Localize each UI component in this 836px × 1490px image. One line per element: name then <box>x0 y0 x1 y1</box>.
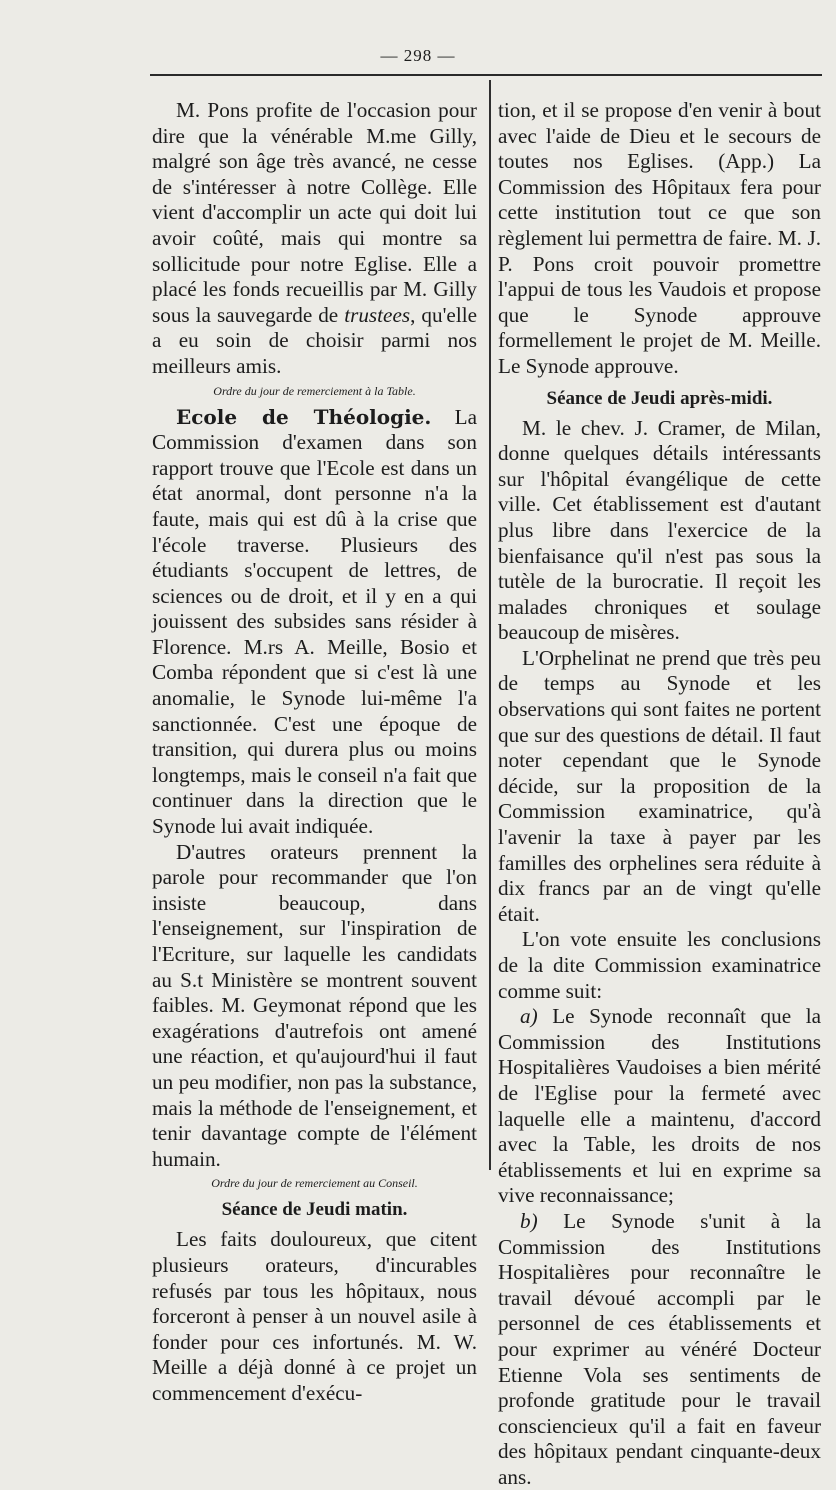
heading-seance-apres-midi: Séance de Jeudi après-midi. <box>546 387 773 409</box>
paragraph-text: M. Pons profite de l'occasion pour dire que la vénérable M.me Gilly, malgré son âge très avancé, ne cesse de s'intéresser à notre Collège. Elle vient d'accomplir un acte qui doit lui avoir coûté, mais qui montre sa sollicitude pour notre Eglise. Elle a placé les fonds recueillis par M. Gilly sous la sauvegarde de <box>152 98 477 327</box>
paragraph-vote: L'on vote ensuite les conclusions de la dite Commission examinatrice comme suit: <box>498 927 821 1003</box>
conclusion-b-text: Le Synode s'unit à la Commission des Institutions Hospitalières pour reconnaître le travail dévoué accompli par le personnel de ces établissements et pour exprimer au vénéré Docteur Etienne Vola ses sentiments de profonde gratitude pour le travail consciencieux qu'il a fait en faveur des hôpitaux pendant cinquante-deux ans. <box>498 1208 821 1489</box>
item-letter-a: a) <box>520 1004 538 1029</box>
paragraph-text: La Commission d'examen dans son rapport trouve que l'Ecole est dans un état anormal, dont personne n'a la faute, mais qui est dû à la crise que l'école traverse. Plusieurs des étudiants s'occupent de lettres, de sciences ou de droit, et il y en a qui jouissent des subsides sans résider à Florence. M.rs A. Meille, Bosio et Comba répondent que si c'est là une anomalie, le Synode lui-même l'a sanctionnée. C'est une époque de transition, qui durera plus ou moins longtemps, mais le conseil n'a fait que continuer dans la direction que le Synode lui avait indiquée. <box>152 404 477 839</box>
run-in-heading-ecole: Ecole de Théologie. <box>176 404 432 429</box>
right-column <box>498 98 821 1490</box>
paragraph-cramer: M. le chev. J. Cramer, de Milan, donne quelques détails intéressants sur l'hôpital évangélique de cette ville. Cet établissement est d'autant plus libre dans l'exercice de la bienfaisance qu'il n'est pas sous la tutèle de la burocratie. Il reçoit les malades chroniques et soulage beaucoup de misères. <box>498 415 821 645</box>
paragraph-faits-douloureux: Les faits douloureux, que citent plusieurs orateurs, d'incurables refusés par tous les hôpitaux, nous forceront à penser à un nouvel asile à fonder pour ces infortunés. M. W. Meille a déjà donné à ce projet un commencement d'exécu- <box>152 1227 477 1405</box>
conclusion-b <box>498 1209 821 1490</box>
paragraph-text-end: , qu'elle a eu soin de choisir parmi nos meilleurs amis. <box>152 302 477 378</box>
order-of-day-table: Ordre du jour de remerciement à la Table. <box>213 383 416 398</box>
emphasis-trustees: trustees <box>344 302 411 327</box>
header-rule <box>150 74 822 76</box>
page-number: — 298 — <box>380 46 456 65</box>
item-letter-b: b) <box>520 1208 538 1233</box>
conclusion-a-text: Le Synode reconnaît que la Commission des Institutions Hospitalières Vaudoises a bien mérité de l'Eglise pour la fermeté avec laquelle elle a maintenu, d'accord avec la Table, les droits de nos établissements et lui en exprime sa vive reconnaissance; <box>498 1004 821 1208</box>
paragraph-ecole-theologie <box>152 405 477 840</box>
order-of-day-conseil: Ordre du jour de remerciement au Conseil. <box>211 1176 418 1191</box>
paragraph-pons-gilly <box>152 98 477 380</box>
paragraph-autres-orateurs: D'autres orateurs prennent la parole pour recommander que l'on insiste beaucoup, dans l'enseignement, sur l'inspiration de l'Ecriture, sur laquelle les candidats au S.t Ministère se montrent souvent faibles. M. Geymonat répond que les exagérations d'autrefois ont amené une réaction, et qu'aujourd'hui il faut un peu modifier, non pas la substance, mais la méthode de l'enseignement, et tenir davantage compte de l'élément humain. <box>152 839 477 1171</box>
conclusion-a <box>498 1004 821 1209</box>
paragraph-orphelinat: L'Orphelinat ne prend que très peu de temps au Synode et les observations qui sont faites ne portent que sur des questions de détail. Il faut noter cependant que le Synode décide, sur la proposition de la Commission examinatrice, qu'à l'avenir la taxe à payer par les familles des orphelines sera réduite à dix francs par an de vingt qu'elle était. <box>498 645 821 926</box>
column-divider <box>489 80 491 1170</box>
left-column <box>152 98 477 1407</box>
paragraph-continuation: tion, et il se propose d'en venir à bout avec l'aide de Dieu et le secours de toutes nos Eglises. (App.) La Commission des Hôpitaux fera pour cette institution tout ce que son règlement lui permettra de faire. M. J. P. Pons croit pouvoir promettre l'appui de tous les Vaudois et propose que le Synode approuve formellement le projet de M. Meille. Le Synode approuve. <box>498 98 821 378</box>
heading-seance-matin: Séance de Jeudi matin. <box>221 1199 408 1221</box>
